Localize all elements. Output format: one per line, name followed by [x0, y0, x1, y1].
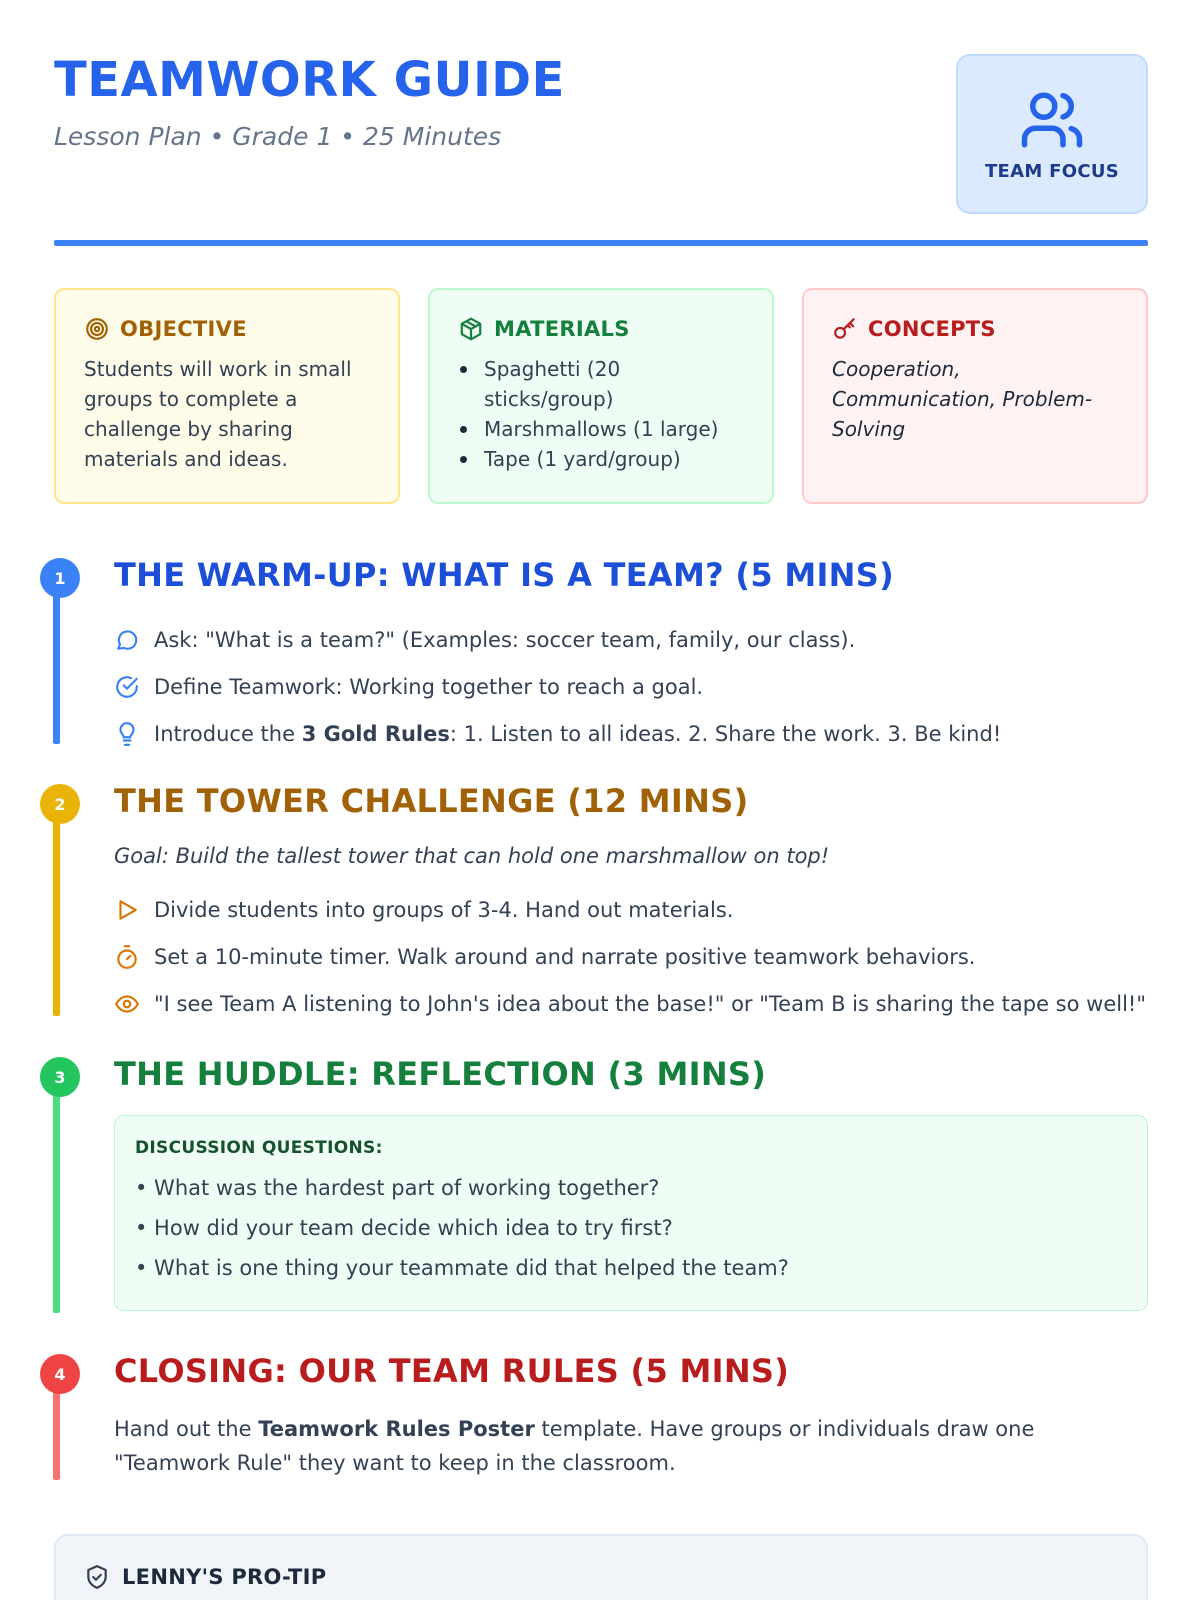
section-title: THE HUDDLE: REFLECTION (3 MINS): [114, 1055, 767, 1093]
list-item: • What was the hardest part of working together?: [135, 1176, 660, 1200]
timeline-line: [53, 1077, 60, 1313]
discussion-box: [114, 1115, 1148, 1311]
materials-card: [428, 288, 774, 504]
materials-list: [458, 354, 746, 474]
key-icon: [832, 316, 858, 342]
list-item: "I see Team A listening to John's idea about the base!" or "Team B is sharing the tape so well!": [114, 980, 1148, 1027]
objective-title: OBJECTIVE: [120, 317, 247, 341]
objective-header: [84, 316, 372, 342]
lightbulb-icon: [114, 721, 140, 747]
header-divider: [54, 240, 1148, 246]
page-title: TEAMWORK GUIDE: [54, 52, 565, 108]
users-icon: [1019, 87, 1085, 153]
timer-icon: [114, 944, 140, 970]
objective-card: [54, 288, 400, 504]
step-number: 2: [40, 784, 80, 824]
concepts-title: CONCEPTS: [868, 317, 996, 341]
objective-text: Students will work in small groups to complete a challenge by sharing materials and ideas.: [84, 357, 352, 471]
concepts-header: [832, 316, 1120, 342]
goal-text: Goal: Build the tallest tower that can hold one marshmallow on top!: [114, 844, 830, 868]
eye-icon: [114, 991, 140, 1017]
pro-tip-title: LENNY'S PRO-TIP: [122, 1565, 327, 1589]
step-number: 3: [40, 1057, 80, 1097]
materials-title: MATERIALS: [494, 317, 630, 341]
team-focus-badge: [956, 54, 1148, 214]
closing-text: Hand out the Teamwork Rules Poster template. Have groups or individuals draw one "Teamwork Rule" they want to keep in the classroom.: [114, 1417, 1035, 1475]
discussion-title: DISCUSSION QUESTIONS:: [135, 1138, 383, 1158]
play-icon: [114, 897, 140, 923]
box-icon: [458, 316, 484, 342]
target-icon: [84, 316, 110, 342]
concepts-card: [802, 288, 1148, 504]
team-focus-label: TEAM FOCUS: [984, 160, 1120, 182]
list-item: • How did your team decide which idea to try first?: [135, 1216, 673, 1240]
timeline-line: [53, 804, 60, 1016]
timeline-line: [53, 578, 60, 744]
shield-check-icon: [84, 1564, 110, 1590]
list-item: Spaghetti (20 sticks/group): [458, 354, 746, 414]
materials-header: [458, 316, 746, 342]
pro-tip-header: [84, 1564, 1118, 1590]
pro-tip-box: [54, 1534, 1148, 1600]
warmup-section: [40, 558, 1148, 744]
huddle-section: [40, 1057, 1148, 1313]
check-circle-icon: [114, 674, 140, 700]
page-header: [54, 52, 1148, 212]
speech-bubble-icon: [114, 627, 140, 653]
list-item: Divide students into groups of 3-4. Hand out materials.: [114, 886, 1148, 933]
list-item: Define Teamwork: Working together to reach a goal.: [114, 663, 1148, 710]
list-item: Tape (1 yard/group): [458, 444, 746, 474]
list-item: Marshmallows (1 large): [458, 414, 746, 444]
tower-section: [40, 784, 1148, 1016]
step-number: 1: [40, 558, 80, 598]
list-item: Ask: "What is a team?" (Examples: soccer team, family, our class).: [114, 616, 1148, 663]
list-item: Set a 10-minute timer. Walk around and narrate positive teamwork behaviors.: [114, 933, 1148, 980]
page-subtitle: Lesson Plan • Grade 1 • 25 Minutes: [54, 122, 502, 151]
concepts-text: Cooperation, Communication, Problem-Solving: [832, 357, 1093, 441]
section-title: CLOSING: OUR TEAM RULES (5 MINS): [114, 1352, 790, 1390]
list-item: Introduce the 3 Gold Rules: 1. Listen to all ideas. 2. Share the work. 3. Be kind!: [114, 710, 1148, 757]
section-title: THE TOWER CHALLENGE (12 MINS): [114, 782, 749, 820]
closing-section: [40, 1354, 1148, 1480]
step-number: 4: [40, 1354, 80, 1394]
info-cards: [54, 288, 1148, 504]
list-item: • What is one thing your teammate did that helped the team?: [135, 1256, 789, 1280]
section-title: THE WARM-UP: WHAT IS A TEAM? (5 MINS): [114, 556, 895, 594]
